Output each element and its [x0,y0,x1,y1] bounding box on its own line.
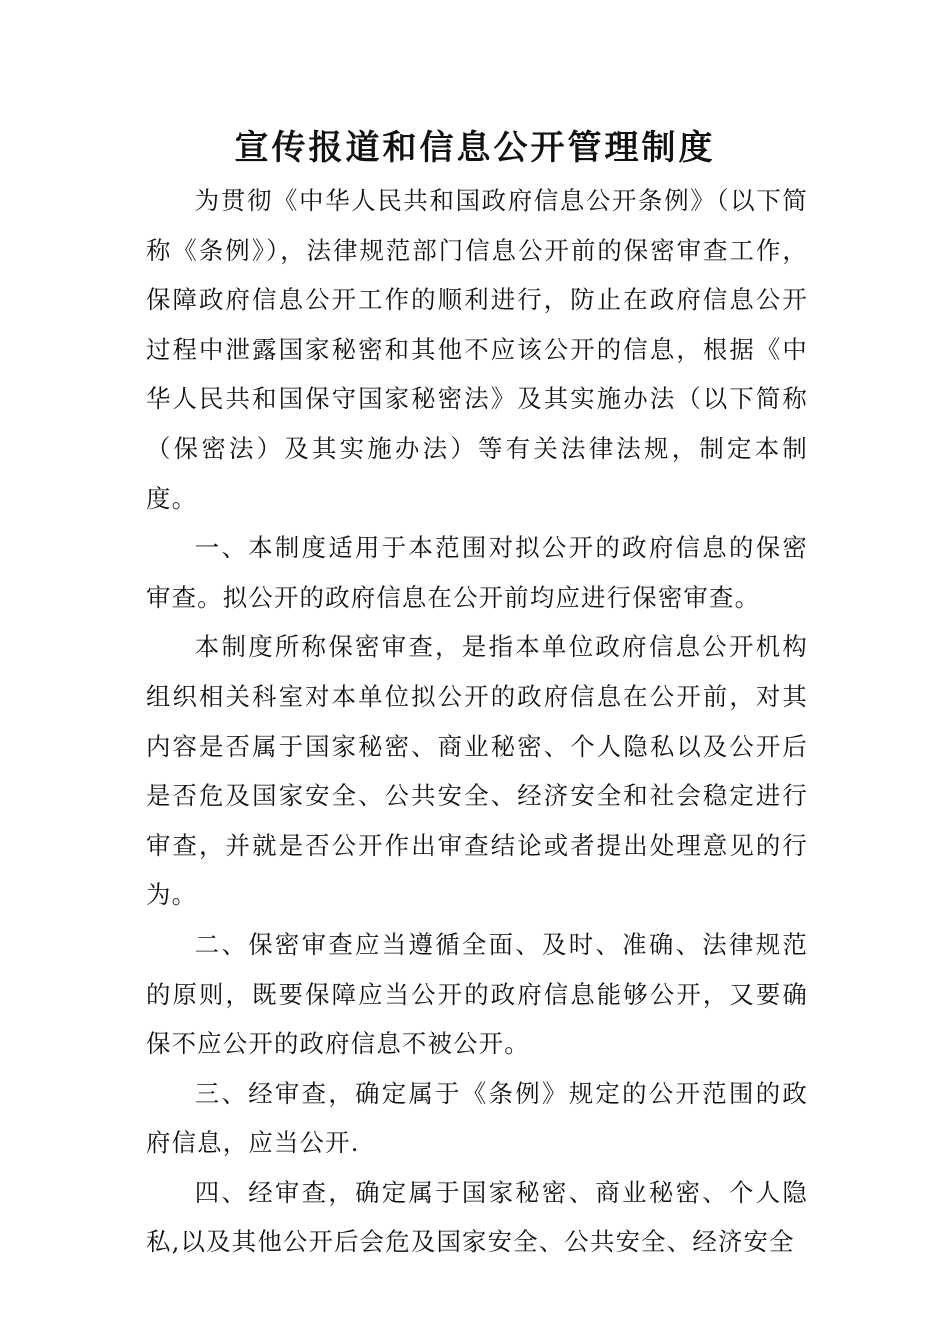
document-body [146,176,808,1267]
paragraph-article-2: 二、保密审查应当遵循全面、及时、准确、法律规范的原则，既要保障应当公开的政府信息能够公开，又要确保不应公开的政府信息不被公开。 [146,929,808,1059]
paragraph-preamble: 为贯彻《中华人民共和国政府信息公开条例》（以下简称《条例》），法律规范部门信息公开前的保密审查工作，保障政府信息公开工作的顺利进行，防止在政府信息公开过程中泄露国家秘密和其他不应该公开的信息，根据《中华人民共和国保守国家秘密法》及其实施办法（以下简称（保密法）及其实施办法）等有关法律法规，制定本制度。 [146,186,808,513]
paragraph-article-1: 一、本制度适用于本范围对拟公开的政府信息的保密审查。拟公开的政府信息在公开前均应进行保密审查。 [146,533,808,612]
document-title: 宣传报道和信息公开管理制度 [234,128,716,168]
paragraph-definition: 本制度所称保密审查，是指本单位政府信息公开机构组织相关科室对本单位拟公开的政府信息在公开前，对其内容是否属于国家秘密、商业秘密、个人隐私以及公开后是否危及国家安全、公共安全、经济安全和社会稳定进行审查，并就是否公开作出审查结论或者提出处理意见的行为。 [146,632,808,910]
paragraph-article-3: 三、经审查，确定属于《条例》规定的公开范围的政府信息，应当公开. [146,1078,808,1158]
paragraph-article-4: 四、经审查，确定属于国家秘密、商业秘密、个人隐私,以及其他公开后会危及国家安全、公共安全、经济安全 [146,1177,808,1257]
